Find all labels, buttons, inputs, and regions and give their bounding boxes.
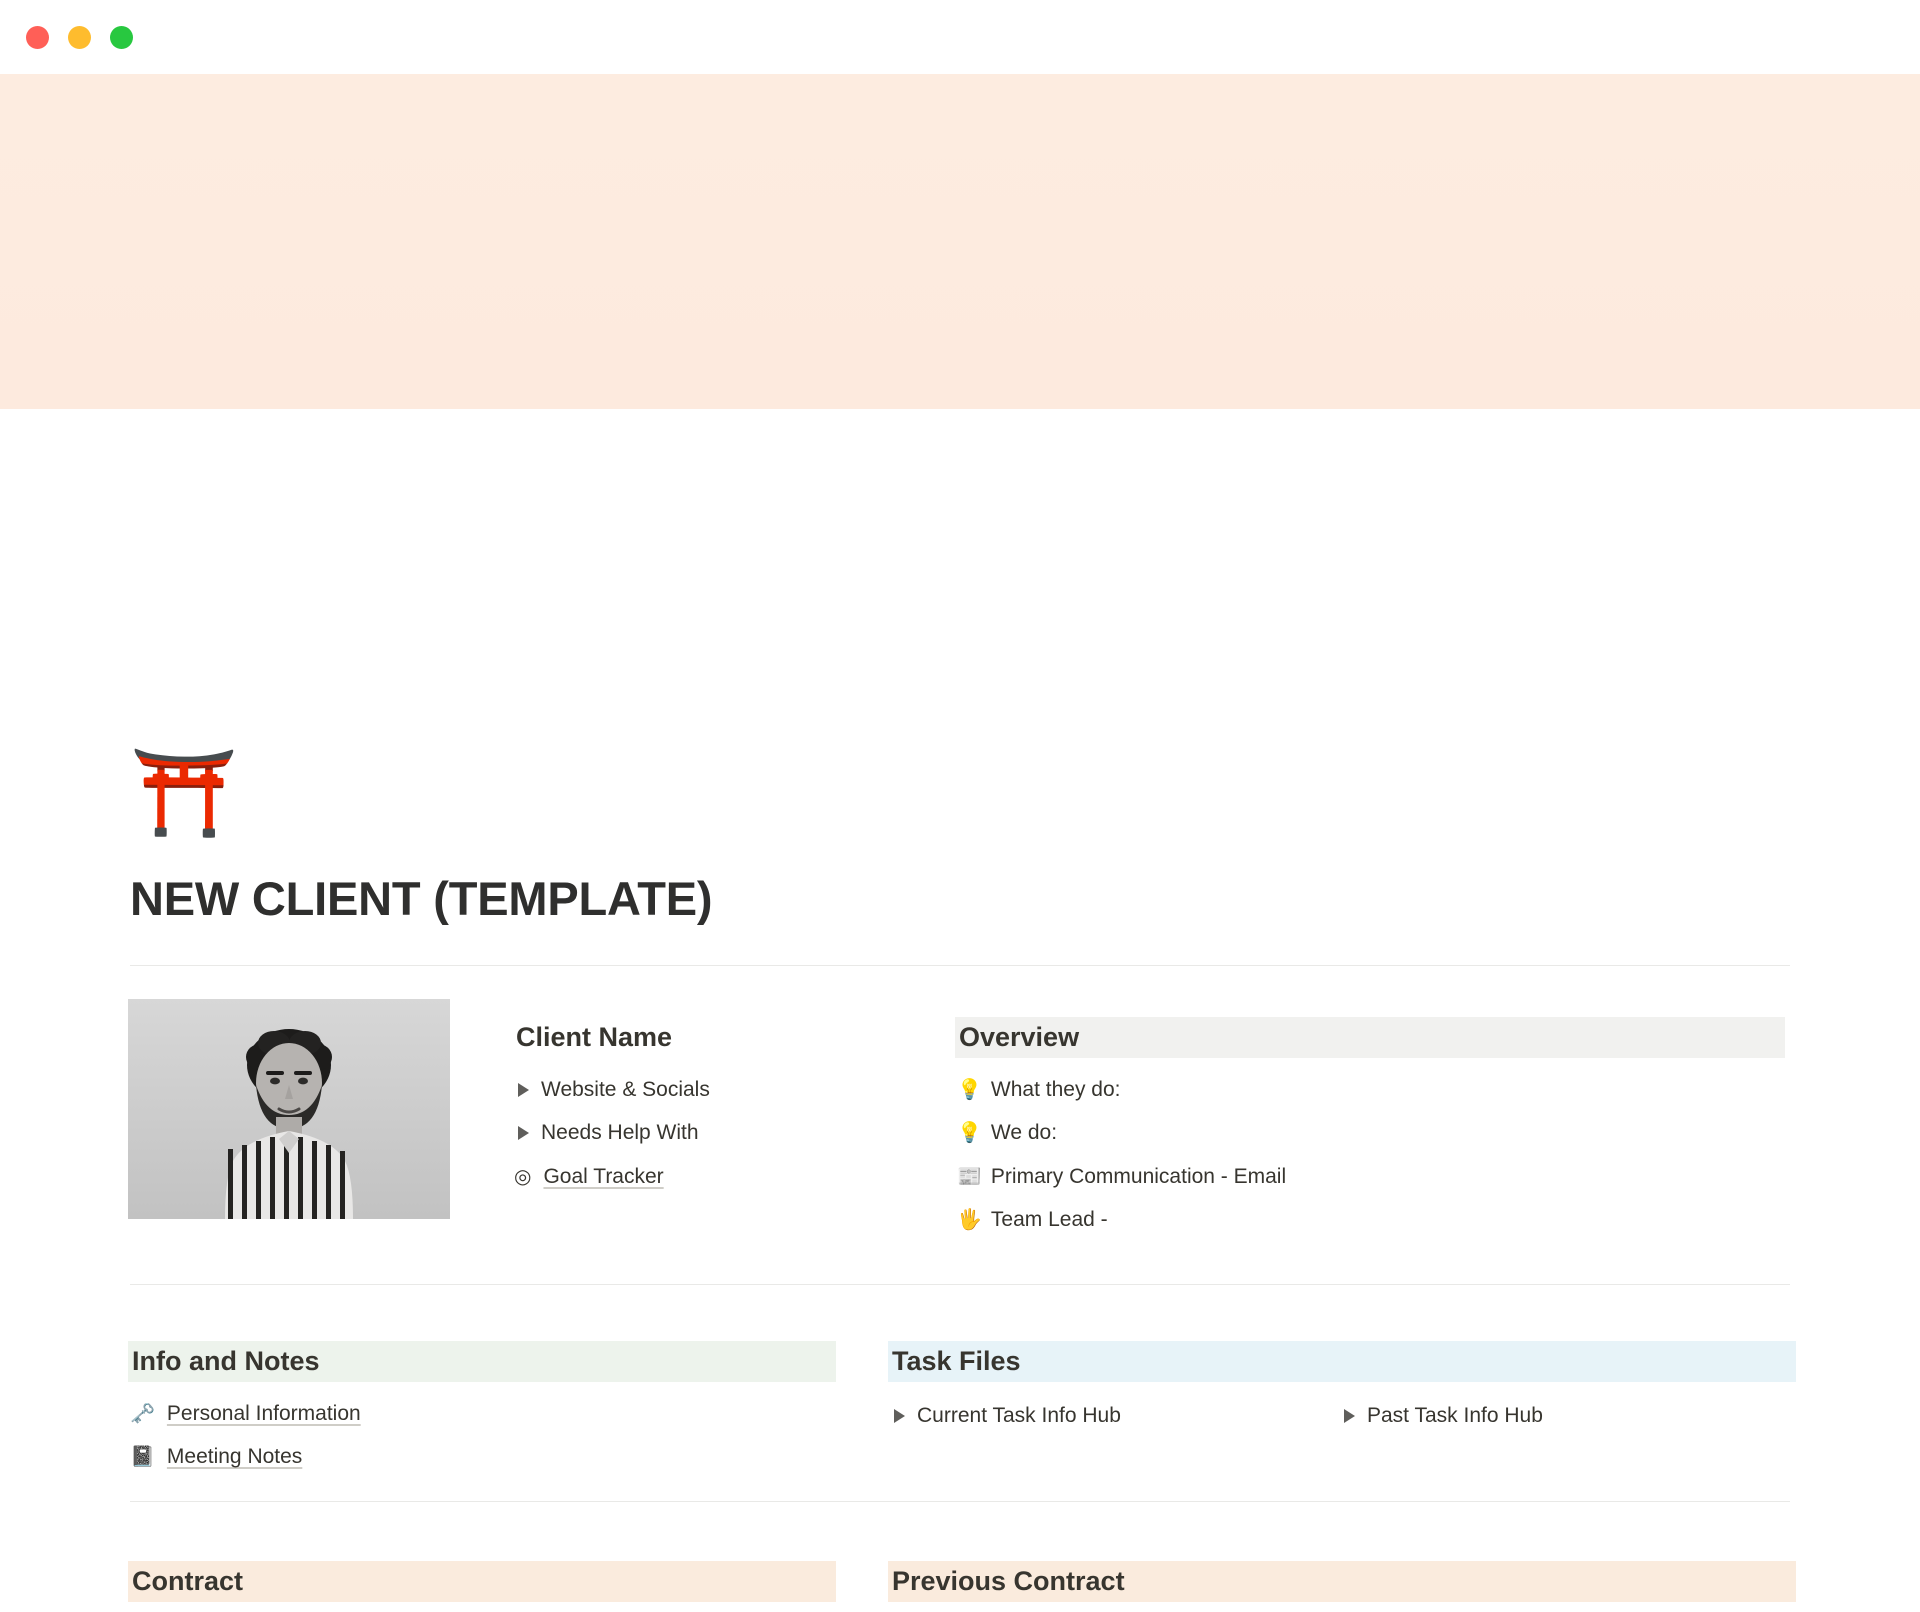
overview-item-text: Primary Communication - Email (990, 1164, 1287, 1188)
toggle-website-and-socials[interactable] (512, 1068, 932, 1111)
info-and-notes-column (128, 1341, 828, 1479)
page-link-label[interactable]: Meeting Notes (166, 1445, 303, 1469)
client-name-heading: Client Name (516, 1022, 673, 1052)
divider-top (130, 965, 1790, 966)
task-files-heading: Task Files (888, 1341, 1796, 1382)
notebook-icon: 📓 (130, 1446, 155, 1469)
overview-item-primary-communication[interactable] (955, 1155, 1785, 1198)
overview-item-text: Team Lead - (990, 1208, 1108, 1232)
divider-middle (130, 1284, 1790, 1285)
contract-heading: Contract (128, 1561, 836, 1602)
page-title[interactable]: NEW CLIENT (TEMPLATE) (130, 872, 713, 925)
key-icon: 🗝️ (130, 1402, 155, 1425)
chevron-right-icon[interactable] (1344, 1409, 1355, 1423)
chevron-right-icon[interactable] (518, 1083, 529, 1097)
lightbulb-icon: 💡 (957, 1078, 982, 1101)
traffic-light-controls (26, 26, 133, 49)
window-titlebar (0, 0, 1920, 74)
client-photo-image (128, 999, 450, 1219)
lightbulb-icon: 💡 (957, 1122, 982, 1145)
toggle-label: Current Task Info Hub (917, 1404, 1121, 1428)
torii-gate-icon[interactable]: ⛩️ (130, 745, 238, 841)
raised-hand-icon: 🖐 (957, 1208, 982, 1231)
close-window-button[interactable] (26, 26, 49, 49)
overview-heading: Overview (955, 1017, 1785, 1058)
task-files-right-column (1338, 1394, 1788, 1437)
newspaper-icon: 📰 (957, 1165, 982, 1188)
client-name-column (512, 1017, 932, 1198)
contract-column (128, 1561, 828, 1612)
overview-column (955, 1017, 1785, 1242)
toggle-current-task-info-hub[interactable] (888, 1394, 1338, 1437)
overview-item-team-lead[interactable] (955, 1198, 1785, 1241)
chevron-right-icon[interactable] (518, 1126, 529, 1140)
minimize-window-button[interactable] (68, 26, 91, 49)
toggle-label: Needs Help With (541, 1121, 699, 1145)
link-goal-tracker[interactable] (512, 1155, 932, 1198)
toggle-label: Past Task Info Hub (1367, 1404, 1543, 1428)
previous-contract-heading: Previous Contract (888, 1561, 1796, 1602)
task-files-left-column (888, 1394, 1338, 1437)
link-meeting-notes[interactable] (128, 1435, 828, 1478)
previous-contract-column (888, 1561, 1788, 1612)
maximize-window-button[interactable] (110, 26, 133, 49)
overview-item-text: We do: (990, 1121, 1058, 1145)
target-icon: ◎ (514, 1165, 532, 1188)
overview-item-text: What they do: (990, 1078, 1121, 1102)
toggle-label: Website & Socials (541, 1078, 710, 1102)
toggle-past-task-info-hub[interactable] (1338, 1394, 1788, 1437)
info-and-notes-heading: Info and Notes (128, 1341, 836, 1382)
overview-item-we-do[interactable] (955, 1111, 1785, 1154)
chevron-right-icon[interactable] (894, 1409, 905, 1423)
divider-bottom (130, 1501, 1790, 1502)
overview-item-what-they-do[interactable] (955, 1068, 1785, 1111)
page-link-label[interactable]: Goal Tracker (543, 1164, 664, 1188)
toggle-needs-help-with[interactable] (512, 1111, 932, 1154)
page-cover-image[interactable] (0, 74, 1920, 409)
link-personal-information[interactable] (128, 1392, 828, 1435)
task-files-column (888, 1341, 1788, 1437)
client-photo[interactable] (128, 999, 450, 1219)
task-files-subcolumns (888, 1394, 1788, 1437)
page-link-label[interactable]: Personal Information (166, 1402, 361, 1426)
